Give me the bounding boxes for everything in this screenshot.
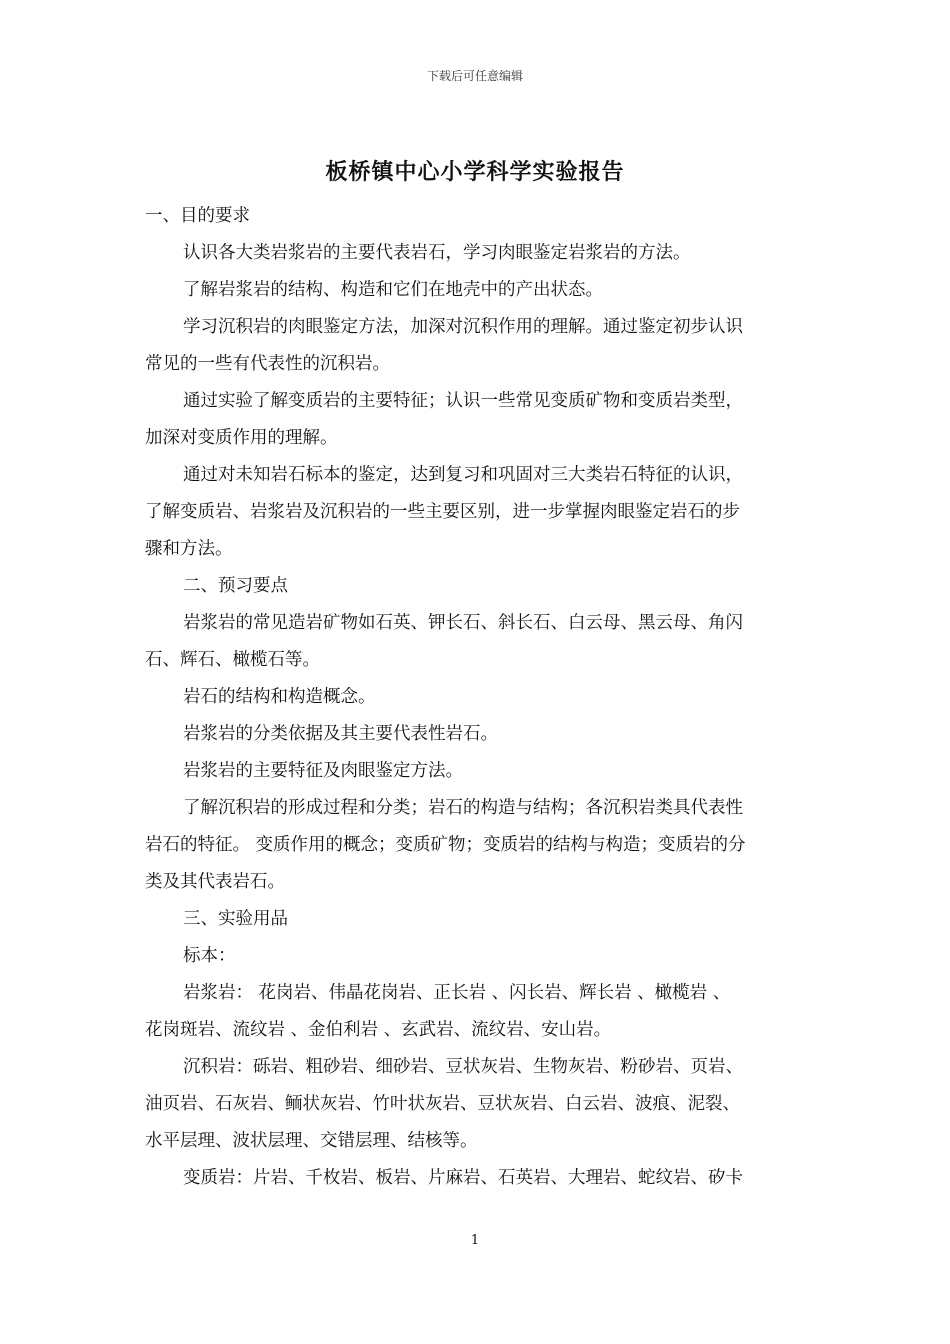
document-title: 板桥镇中心小学科学实验报告 (325, 159, 625, 185)
text-line: 三、实验用品 (183, 909, 288, 929)
text-line: 常见的一些有代表性的沉积岩。 (145, 354, 390, 374)
text-line: 通过实验了解变质岩的主要特征；认识一些常见变质矿物和变质岩类型， (183, 391, 743, 411)
text-line: 沉积岩：砾岩、粗砂岩、细砂岩、豆状灰岩、生物灰岩、粉砂岩、页岩、 (183, 1057, 743, 1077)
text-line: 水平层理、波状层理、交错层理、结核等。 (145, 1131, 478, 1151)
text-line: 学习沉积岩的肉眼鉴定方法，加深对沉积作用的理解。通过鉴定初步认识 (183, 317, 743, 337)
text-line: 了解岩浆岩的结构、构造和它们在地壳中的产出状态。 (183, 280, 603, 300)
page-header: 下载后可任意编辑 (426, 69, 523, 83)
text-line: 岩浆岩的常见造岩矿物如石英、钾长石、斜长石、白云母、黑云母、角闪 (183, 613, 743, 633)
text-line: 岩浆岩： 花岗岩、伟晶花岗岩、正长岩 、闪长岩、辉长岩 、橄榄岩 、 (183, 983, 731, 1003)
text-line: 认识各大类岩浆岩的主要代表岩石，学习肉眼鉴定岩浆岩的方法。 (183, 243, 691, 263)
text-line: 标本： (183, 946, 236, 966)
text-line: 岩浆岩的分类依据及其主要代表性岩石。 (183, 724, 498, 744)
text-line: 花岗斑岩、流纹岩 、金伯利岩 、玄武岩、流纹岩、安山岩。 (145, 1020, 612, 1040)
text-line: 通过对未知岩石标本的鉴定，达到复习和巩固对三大类岩石特征的认识， (183, 465, 743, 485)
text-line: 骤和方法。 (145, 539, 233, 559)
document-body (145, 198, 811, 1197)
text-line: 石、辉石、橄榄石等。 (145, 650, 320, 670)
page-number: 1 (470, 1233, 480, 1248)
text-line: 一、目的要求 (145, 206, 250, 226)
text-line: 岩石的结构和构造概念。 (183, 687, 376, 707)
text-line: 变质岩：片岩、千枚岩、板岩、片麻岩、石英岩、大理岩、蛇纹岩、矽卡 (183, 1168, 743, 1188)
text-line: 加深对变质作用的理解。 (145, 428, 338, 448)
text-line: 岩浆岩的主要特征及肉眼鉴定方法。 (183, 761, 463, 781)
text-line: 二、预习要点 (183, 576, 288, 596)
text-line: 类及其代表岩石。 (145, 872, 285, 892)
text-line: 油页岩、石灰岩、鲕状灰岩、竹叶状灰岩、豆状灰岩、白云岩、波痕、泥裂、 (145, 1094, 740, 1114)
text-line: 了解沉积岩的形成过程和分类；岩石的构造与结构；各沉积岩类具代表性 (183, 798, 743, 818)
text-line: 岩石的特征。 变质作用的概念；变质矿物；变质岩的结构与构造；变质岩的分 (145, 835, 746, 855)
text-line: 了解变质岩、岩浆岩及沉积岩的一些主要区别，进一步掌握肉眼鉴定岩石的步 (145, 502, 740, 522)
